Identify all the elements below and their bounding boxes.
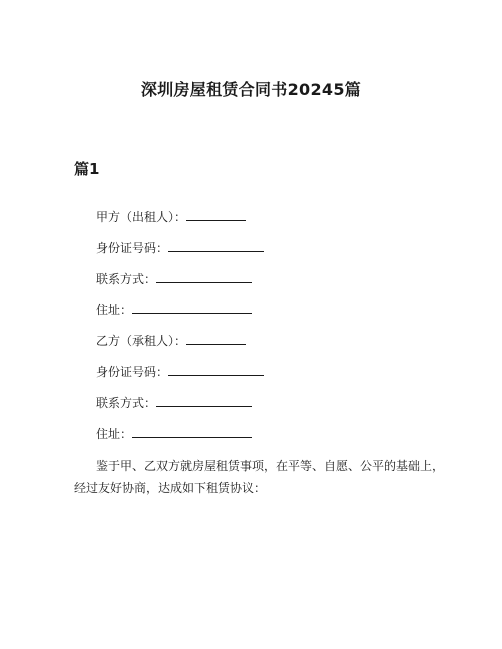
field-label: 住址： bbox=[96, 303, 133, 317]
field-label: 联系方式： bbox=[96, 396, 157, 410]
landlord-address-field bbox=[96, 302, 252, 318]
field-label: 住址： bbox=[96, 427, 133, 441]
tenant-id-field bbox=[96, 364, 264, 380]
fill-in-blank bbox=[186, 333, 246, 345]
tenant-name-field bbox=[96, 333, 246, 349]
document-title: 深圳房屋租赁合同书20245篇 bbox=[140, 80, 362, 99]
fill-in-blank bbox=[156, 395, 252, 407]
preamble-paragraph: 鉴于甲、乙双方就房屋租赁事项，在平等、自愿、公平的基础上，经过友好协商，达成如下租赁协议： bbox=[74, 459, 445, 495]
field-label: 甲方（出租人）： bbox=[96, 210, 187, 224]
field-label: 乙方（承租人）： bbox=[96, 334, 187, 348]
fill-in-blank bbox=[132, 426, 252, 438]
fill-in-blank bbox=[186, 209, 246, 221]
tenant-address-field bbox=[96, 426, 252, 442]
field-label: 身份证号码： bbox=[96, 365, 169, 379]
landlord-contact-field bbox=[96, 271, 252, 287]
tenant-contact-field bbox=[96, 395, 252, 411]
fill-in-blank bbox=[168, 240, 264, 252]
landlord-id-field bbox=[96, 240, 264, 256]
fill-in-blank bbox=[168, 364, 264, 376]
field-label: 身份证号码： bbox=[96, 241, 169, 255]
section-heading: 篇1 bbox=[74, 160, 100, 178]
landlord-name-field bbox=[96, 209, 246, 225]
fill-in-blank bbox=[132, 302, 252, 314]
fill-in-blank bbox=[156, 271, 252, 283]
field-label: 联系方式： bbox=[96, 272, 157, 286]
